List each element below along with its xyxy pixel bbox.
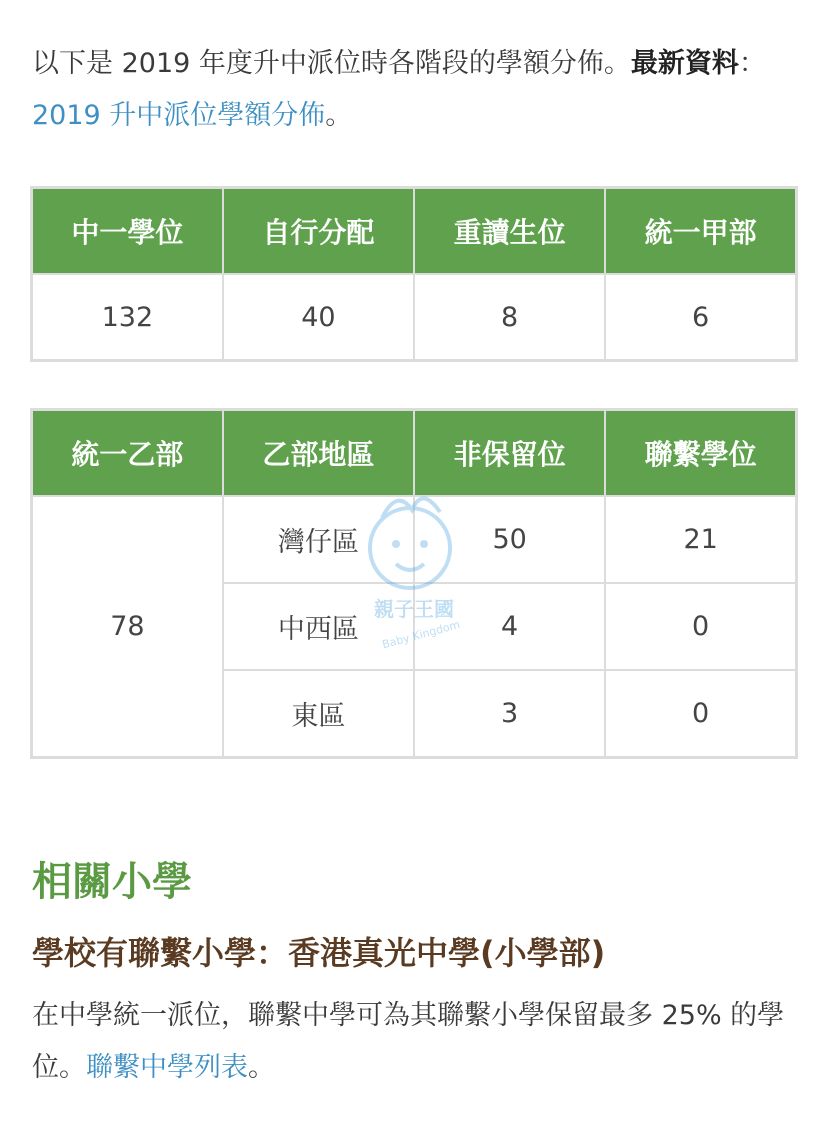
header-central-a: 統一甲部 xyxy=(605,188,796,275)
non-reserved-value: 4 xyxy=(414,583,605,670)
table-header-row xyxy=(32,188,797,275)
value-central-a: 6 xyxy=(605,274,796,361)
linked-schools-list-link[interactable]: 聯繫中學列表 xyxy=(86,1052,248,1083)
linked-value: 21 xyxy=(605,496,796,583)
district-name: 中西區 xyxy=(223,583,414,670)
table-row xyxy=(32,496,797,583)
header-repeaters: 重讀生位 xyxy=(414,188,605,275)
intro-bold: 最新資料 xyxy=(630,48,739,79)
non-reserved-value: 50 xyxy=(414,496,605,583)
header-district: 乙部地區 xyxy=(223,410,414,497)
note-text: 在中學統一派位，聯繫中學可為其聯繫小學保留最多 25% 的學位。 xyxy=(32,1000,785,1083)
header-non-reserved: 非保留位 xyxy=(414,410,605,497)
table-row xyxy=(32,274,797,361)
section-title: 相關小學 xyxy=(32,859,192,905)
value-repeaters: 8 xyxy=(414,274,605,361)
intro-paragraph xyxy=(32,38,802,142)
value-central-b: 78 xyxy=(32,496,223,758)
quota-table-1 xyxy=(30,186,798,362)
section-subtitle: 學校有聯繫小學：香港真光中學(小學部) xyxy=(32,934,606,972)
watermark-text: 親子王國 xyxy=(374,597,454,621)
value-s1-places: 132 xyxy=(32,274,223,361)
note-end: 。 xyxy=(248,1052,275,1083)
value-discretionary: 40 xyxy=(223,274,414,361)
watermark-subtext: Baby Kingdom xyxy=(380,617,462,652)
linked-value: 0 xyxy=(605,670,796,758)
header-central-b: 統一乙部 xyxy=(32,410,223,497)
intro-colon: ： xyxy=(738,48,766,79)
table-header-row xyxy=(32,410,797,497)
quota-distribution-link[interactable]: 2019 升中派位學額分佈 xyxy=(32,100,326,131)
intro-text: 以下是 2019 年度升中派位時各階段的學額分佈。 xyxy=(32,48,631,79)
non-reserved-value: 3 xyxy=(414,670,605,758)
district-name: 東區 xyxy=(223,670,414,758)
header-linked: 聯繫學位 xyxy=(605,410,796,497)
header-discretionary: 自行分配 xyxy=(223,188,414,275)
intro-end: 。 xyxy=(325,100,353,131)
linked-value: 0 xyxy=(605,583,796,670)
header-s1-places: 中一學位 xyxy=(32,188,223,275)
linked-school-note xyxy=(32,990,812,1094)
district-name: 灣仔區 xyxy=(223,496,414,583)
quota-table-2 xyxy=(30,408,798,759)
